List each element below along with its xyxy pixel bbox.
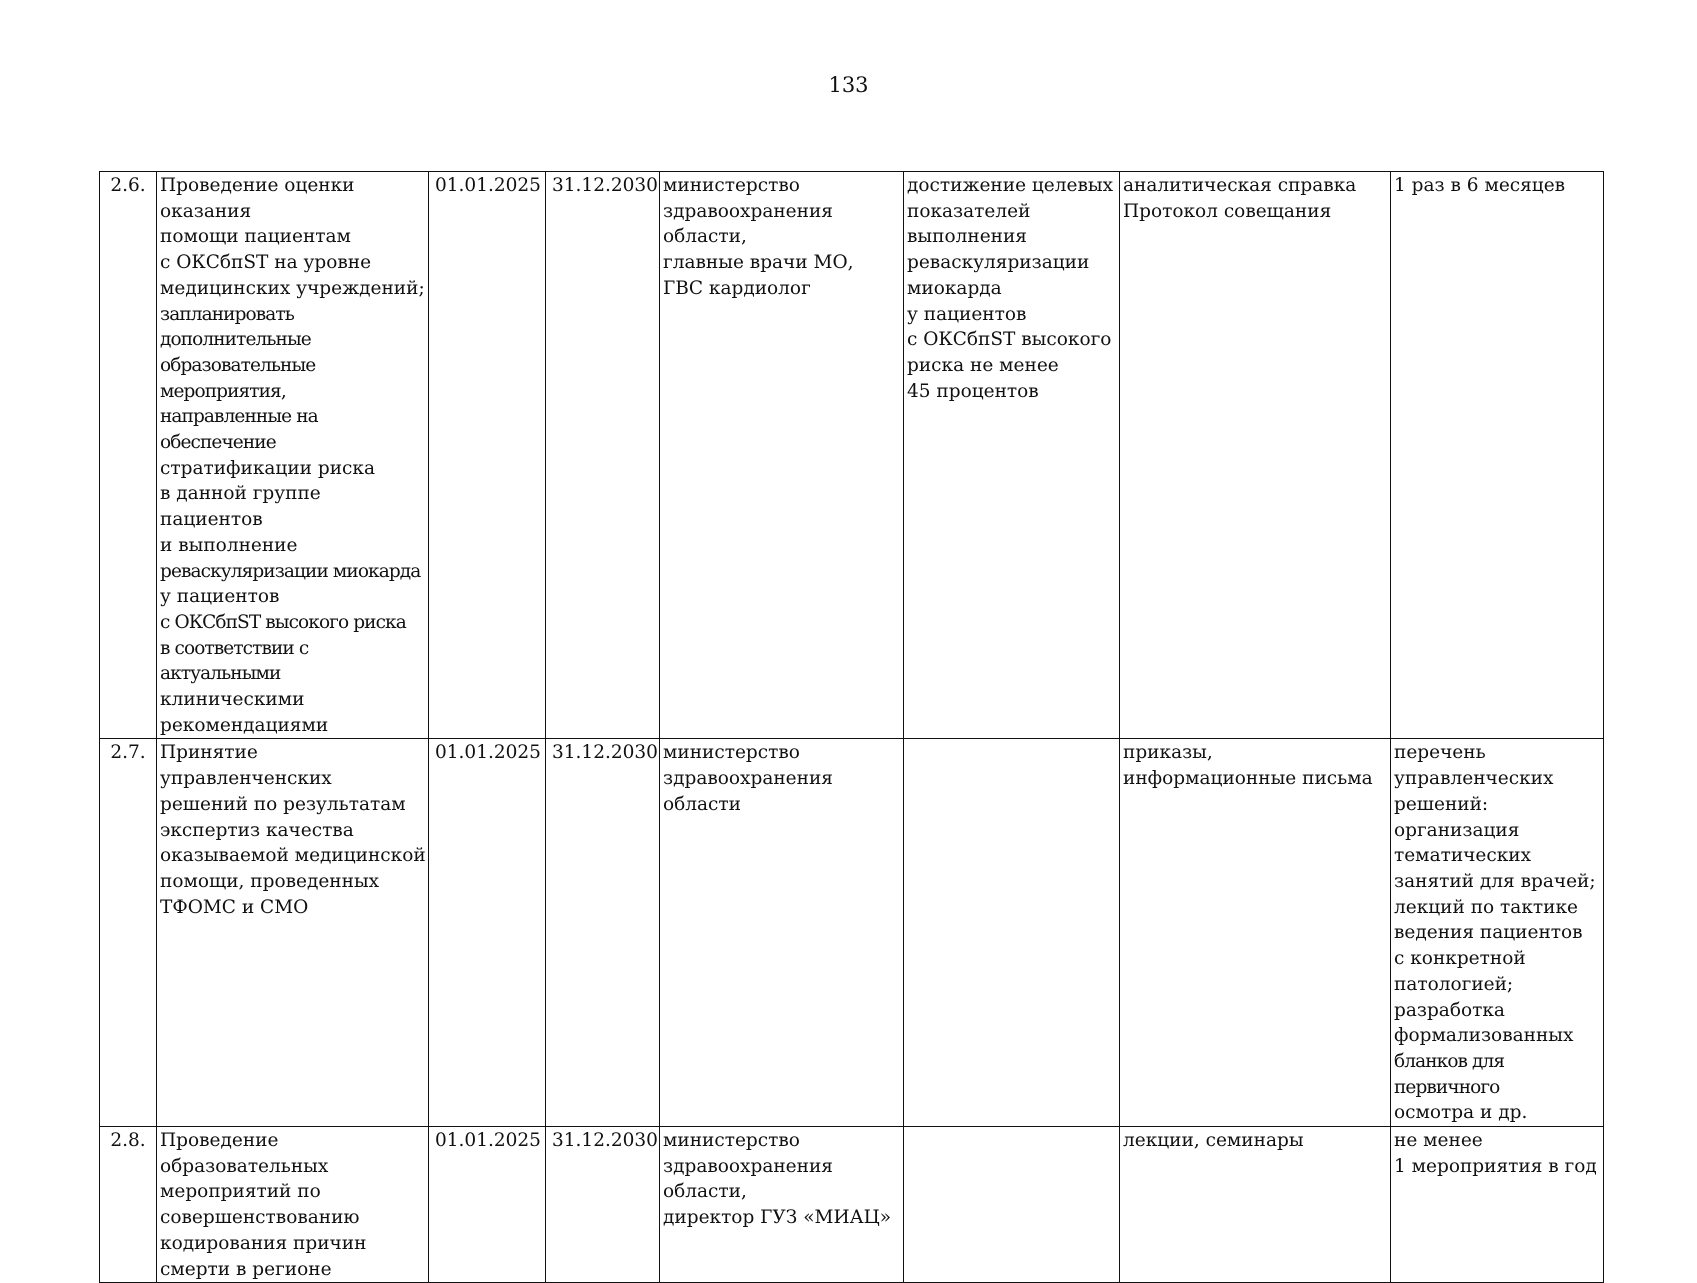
- action-line: и выполнение: [160, 534, 298, 556]
- action-line: образовательные мероприятия,: [160, 354, 316, 402]
- frequency-line: ведения пациентов: [1394, 922, 1583, 944]
- end-date-cell: 31.12.2030: [546, 172, 660, 739]
- action-cell: Проведение образовательных мероприятий по совершенствованию кодирования причин смерти в регионе: [157, 1127, 429, 1283]
- action-line: у пациентов: [160, 586, 280, 608]
- action-line: стратификации риска: [160, 457, 375, 479]
- frequency-line: организация: [1394, 819, 1520, 841]
- action-line: в данной группе пациентов: [160, 483, 321, 531]
- table-row: [100, 739, 1604, 1127]
- end-date-cell: 31.12.2030: [546, 1127, 660, 1283]
- frequency-line: разработка: [1394, 999, 1505, 1021]
- frequency-line: осмотра и др.: [1394, 1102, 1528, 1124]
- start-date-cell: 01.01.2025: [429, 1127, 546, 1283]
- result-cell: [904, 739, 1120, 1127]
- responsible-cell: министерство здравоохранения области: [660, 739, 904, 1127]
- result-cell: [904, 1127, 1120, 1283]
- action-line: с ОКСбпST на уровне: [160, 252, 372, 274]
- action-line: помощи пациентам: [160, 226, 351, 248]
- table-row: [100, 1127, 1604, 1283]
- frequency-line: с конкретной: [1394, 948, 1526, 970]
- responsible-cell: министерство здравоохранения области, директор ГУЗ «МИАЦ»: [660, 1127, 904, 1283]
- action-line: с ОКСбпST высокого риска: [160, 611, 406, 633]
- action-line: Проведение оценки оказания: [160, 175, 355, 222]
- action-line: реваскуляризации миокарда: [160, 560, 421, 582]
- action-cell: Принятие управленченских решений по результатам экспертиз качества оказываемой медицинской помощи, проведенных ТФОМС и СМО: [157, 739, 429, 1127]
- table-row: [100, 172, 1604, 739]
- frequency-line: занятий для врачей;: [1394, 870, 1596, 892]
- action-cell: [157, 172, 429, 739]
- action-line: направленные на обеспечение: [160, 406, 318, 454]
- row-number: 2.7.: [100, 739, 157, 1127]
- frequency-line: формализованных: [1394, 1025, 1574, 1047]
- action-line: клиническими: [160, 689, 305, 711]
- frequency-cell: [1391, 739, 1604, 1127]
- action-line: запланировать дополнительные: [160, 303, 311, 351]
- frequency-line: перечень: [1394, 742, 1486, 764]
- frequency-line: бланков для первичного: [1394, 1050, 1505, 1098]
- action-plan-table: [99, 171, 1604, 1283]
- document-cell: лекции, семинары: [1120, 1127, 1391, 1283]
- row-number: 2.6.: [100, 172, 157, 739]
- document-cell: аналитическая справка Протокол совещания: [1120, 172, 1391, 739]
- start-date-cell: 01.01.2025: [429, 172, 546, 739]
- action-line: в соответствии с актуальными: [160, 637, 309, 685]
- frequency-line: лекций по тактике: [1394, 896, 1578, 918]
- result-cell: достижение целевых показателей выполнения реваскуляризации миокарда у пациентов с ОКСбпST высокого риска не менее 45 процентов: [904, 172, 1120, 739]
- frequency-line: патологией;: [1394, 973, 1514, 995]
- frequency-cell: 1 раз в 6 месяцев: [1391, 172, 1604, 739]
- start-date-cell: 01.01.2025: [429, 739, 546, 1127]
- responsible-cell: министерство здравоохранения области, главные врачи МО, ГВС кардиолог: [660, 172, 904, 739]
- frequency-line: тематических: [1394, 845, 1532, 867]
- document-cell: приказы, информационные письма: [1120, 739, 1391, 1127]
- page-number: 133: [828, 73, 869, 97]
- row-number: 2.8.: [100, 1127, 157, 1283]
- frequency-line: решений:: [1394, 793, 1489, 815]
- action-line: рекомендациями: [160, 714, 329, 736]
- frequency-line: управленческих: [1394, 768, 1554, 790]
- frequency-cell: не менее 1 мероприятия в год: [1391, 1127, 1604, 1283]
- end-date-cell: 31.12.2030: [546, 739, 660, 1127]
- action-line: медицинских учреждений;: [160, 277, 425, 299]
